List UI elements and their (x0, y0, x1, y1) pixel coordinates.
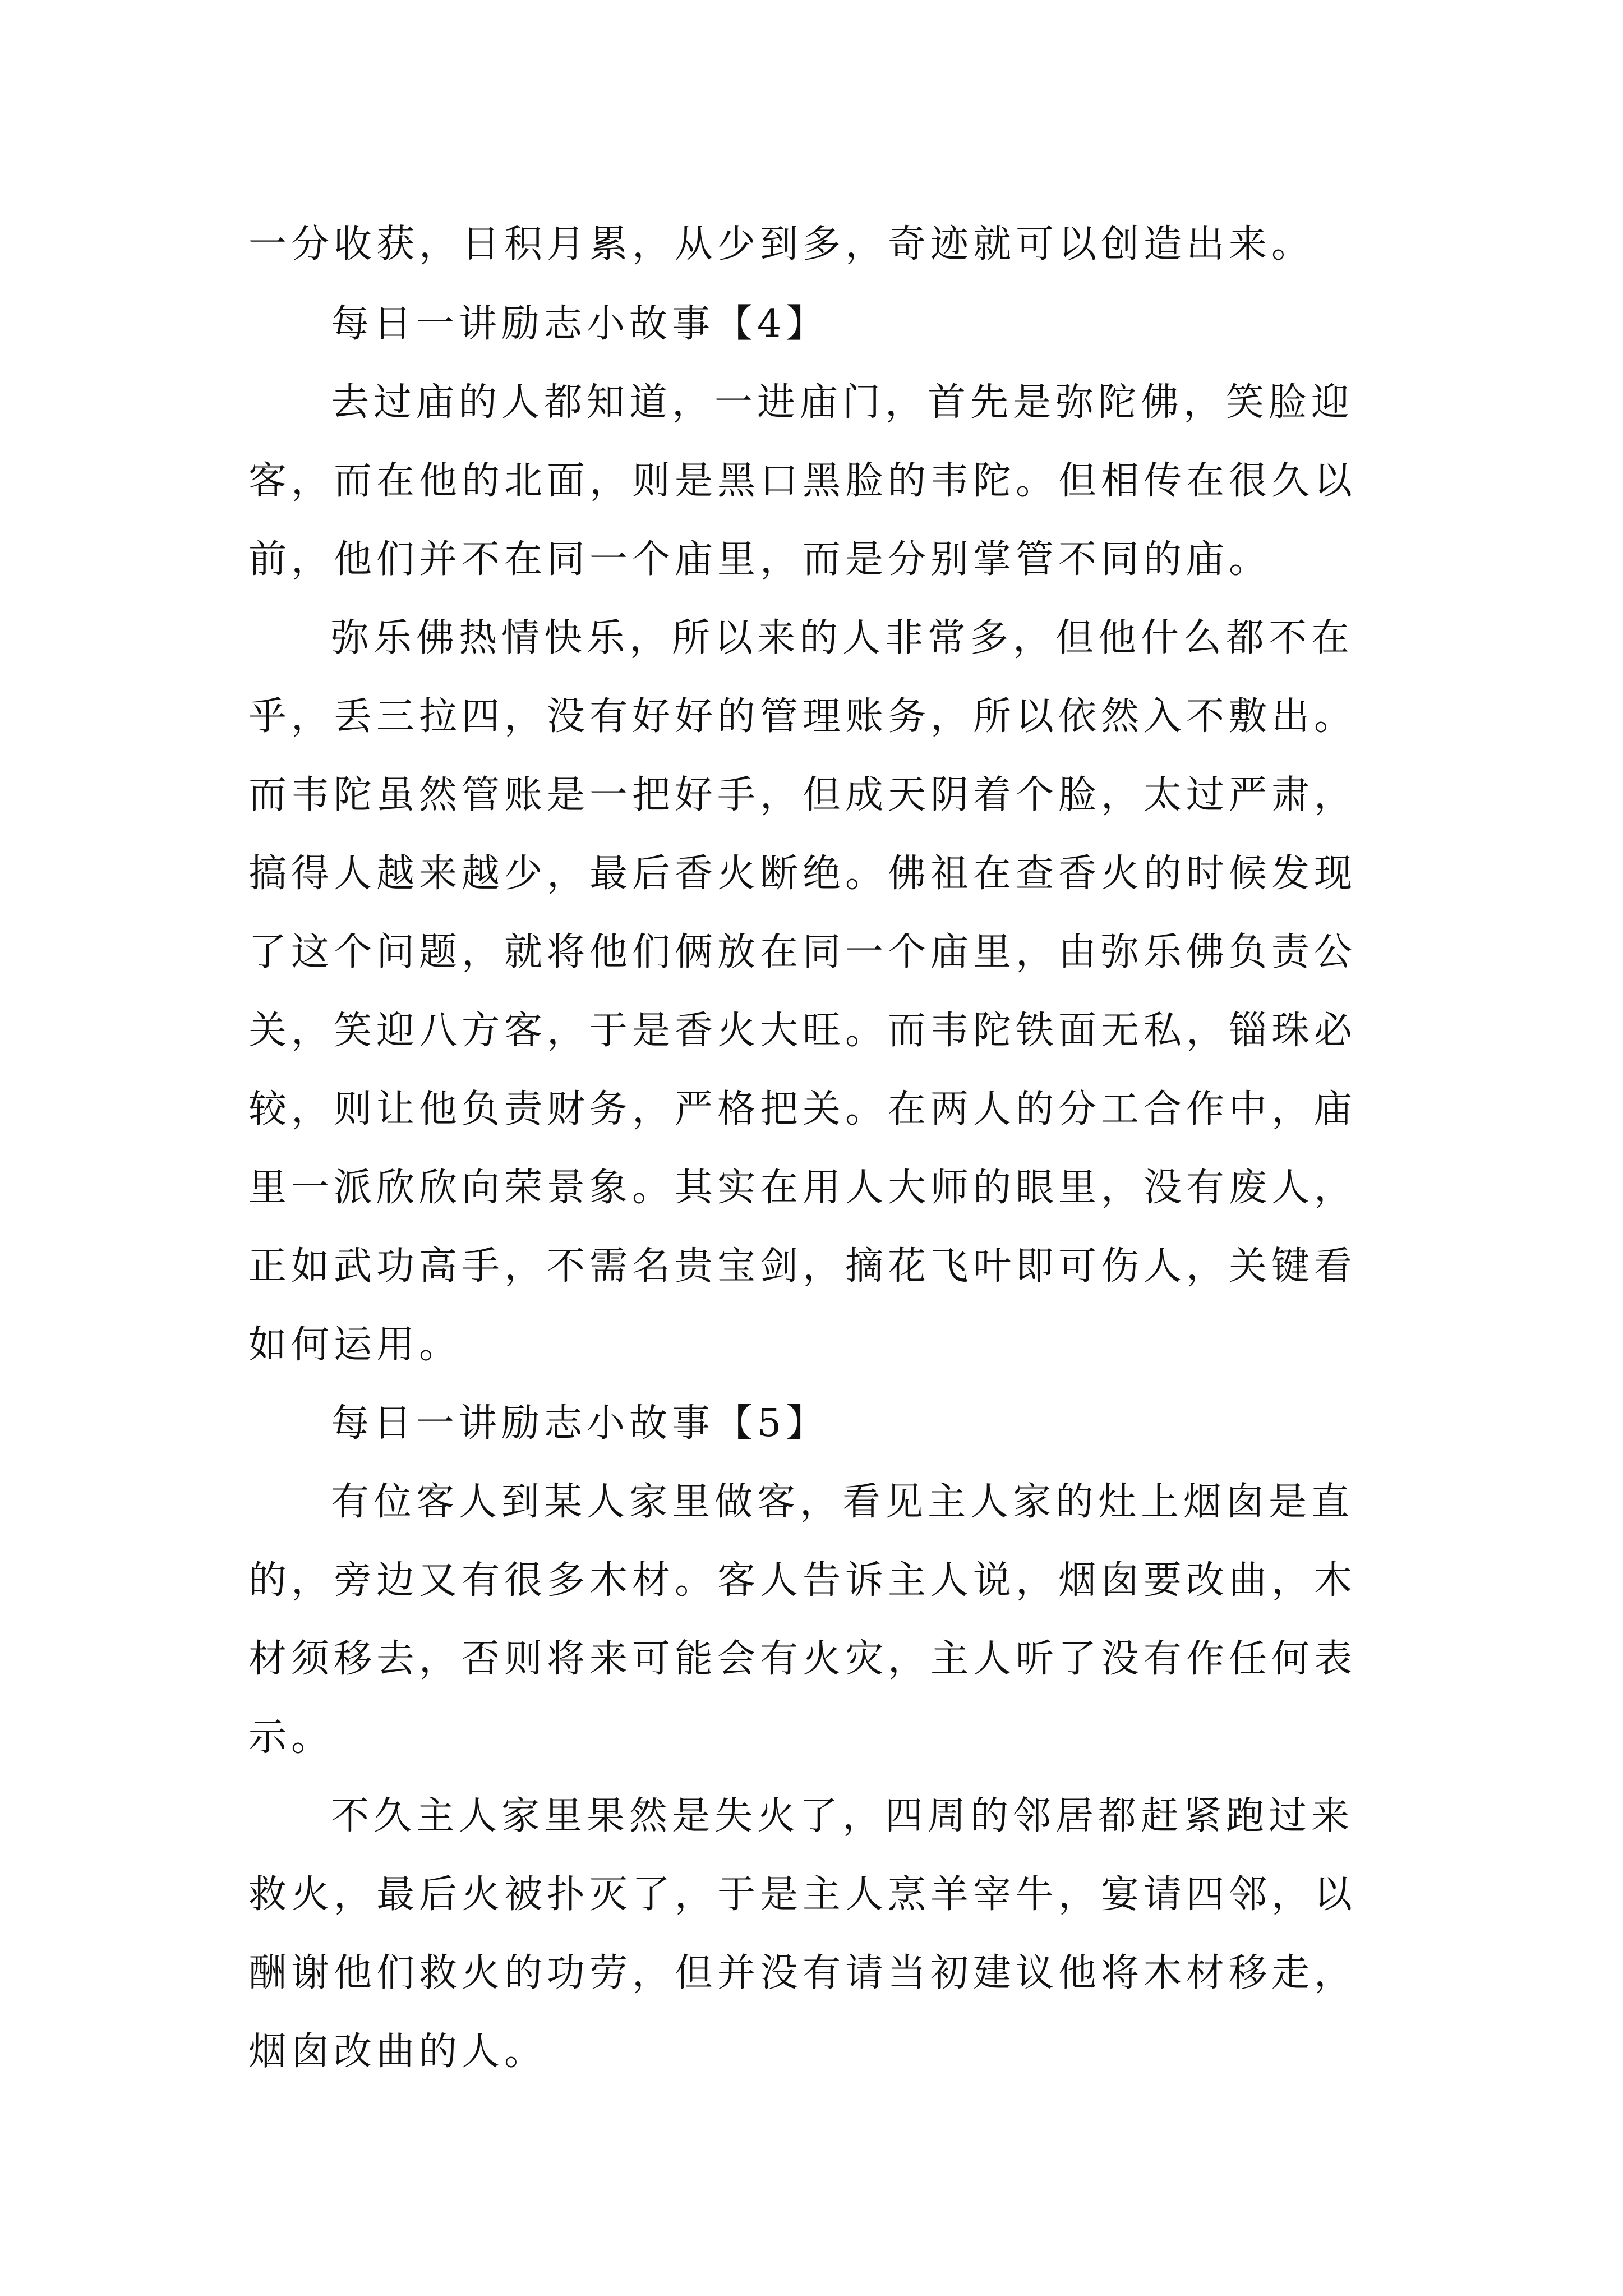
text-line: 酬谢他们救火的功劳，但并没有请当初建议他将木材移走， (248, 1951, 1357, 1995)
text-line: 乎，丢三拉四，没有好好的管理账务，所以依然入不敷出。 (248, 694, 1357, 739)
text-line: 较，则让他负责财务，严格把关。在两人的分工合作中，庙 (248, 1087, 1357, 1131)
text-line: 不久主人家里果然是失火了，四周的邻居都赶紧跑过来 (331, 1794, 1354, 1838)
text-line: 前，他们并不在同一个庙里，而是分别掌管不同的庙。 (248, 537, 1272, 582)
text-line: 一分收获，日积月累，从少到多，奇迹就可以创造出来。 (248, 222, 1315, 266)
text-line: 搞得人越来越少，最后香火断绝。佛祖在查香火的时候发现 (248, 852, 1357, 896)
text-line: 救火，最后火被扑灭了，于是主人烹羊宰牛，宴请四邻，以 (248, 1872, 1357, 1917)
section-heading: 每日一讲励志小故事【5】 (331, 1401, 829, 1446)
text-line: 关，笑迎八方客，于是香火大旺。而韦陀铁面无私，锱珠必 (248, 1009, 1357, 1053)
text-line: 示。 (248, 1715, 334, 1760)
text-line: 了这个问题，就将他们俩放在同一个庙里，由弥乐佛负责公 (248, 930, 1357, 974)
text-line: 有位客人到某人家里做客，看见主人家的灶上烟囱是直 (331, 1480, 1354, 1524)
text-line: 里一派欣欣向荣景象。其实在用人大师的眼里，没有废人， (248, 1166, 1357, 1210)
text-line: 正如武功高手，不需名贵宝剑，摘花飞叶即可伤人，关键看 (248, 1244, 1357, 1289)
text-line: 材须移去，否则将来可能会有火灾，主人听了没有作任何表 (248, 1637, 1357, 1681)
text-line: 烟囱改曲的人。 (248, 2030, 547, 2074)
text-line: 如何运用。 (248, 1323, 462, 1367)
text-line: 的，旁边又有很多木材。客人告诉主人说，烟囱要改曲，木 (248, 1558, 1357, 1603)
text-line: 而韦陀虽然管账是一把好手，但成天阴着个脸，太过严肃， (248, 773, 1357, 817)
text-line: 去过庙的人都知道，一进庙门，首先是弥陀佛，笑脸迎 (331, 380, 1354, 425)
text-line: 客，而在他的北面，则是黑口黑脸的韦陀。但相传在很久以 (248, 459, 1357, 503)
section-heading: 每日一讲励志小故事【4】 (331, 302, 829, 346)
text-line: 弥乐佛热情快乐，所以来的人非常多，但他什么都不在 (331, 616, 1354, 660)
